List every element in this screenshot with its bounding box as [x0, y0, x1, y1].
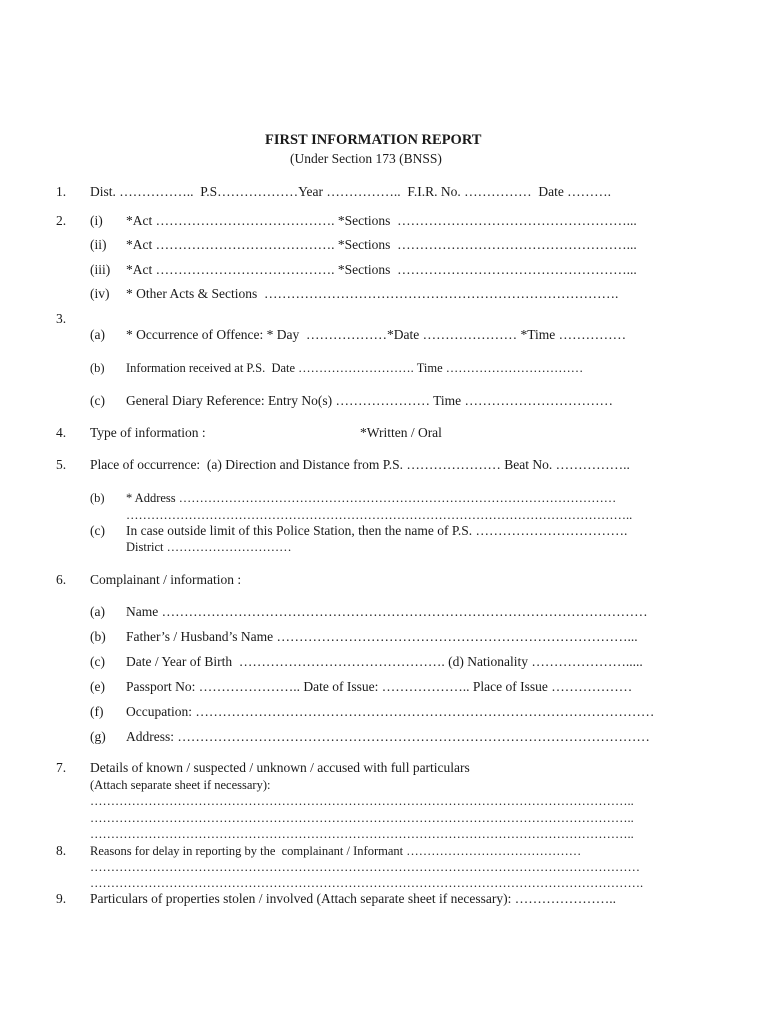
district-line: District ………………………… — [126, 540, 292, 554]
item-label: (c) — [90, 393, 105, 408]
dotted-line: …………………………………………………………………………………………………………………… — [90, 860, 640, 874]
general-diary-line: General Diary Reference: Entry No(s) ………………… Time …………………………… — [126, 393, 614, 408]
complainant-address-line: Address: …………………………………………………………………………………………… — [126, 729, 650, 744]
item-label: (ii) — [90, 237, 107, 252]
outside-limit-line: In case outside limit of this Police Station, then the name of P.S. ……………………………. — [126, 523, 628, 538]
act-sections-line: *Act …………………………………. *Sections ……………………………………………... — [126, 262, 637, 277]
place-of-occurrence-line: Place of occurrence: (a) Direction and Distance from P.S. ………………… Beat No. …………….. — [90, 457, 630, 472]
report-title: FIRST INFORMATION REPORT — [265, 132, 482, 148]
birth-nationality-line: Date / Year of Birth ………………………………………. (d) Nationality …………………..... — [126, 654, 643, 669]
section-number: 1. — [56, 184, 67, 199]
delay-reasons-line: Reasons for delay in reporting by the complainant / Informant …………………………………… — [90, 844, 582, 858]
item-label: (c) — [90, 523, 105, 538]
attach-sheet-note: (Attach separate sheet if necessary): — [90, 778, 271, 792]
dotted-line: ………………………………………………………………………………………………………………….. — [90, 811, 634, 825]
section-number: 8. — [56, 843, 67, 858]
district-ps-year-fir-date-line: Dist. …………….. P.S………………Year …………….. F.I.R. No. …………… Date ………. — [90, 184, 612, 199]
item-label: (g) — [90, 729, 106, 744]
item-label: (c) — [90, 654, 105, 669]
item-label: (e) — [90, 679, 105, 694]
section-number: 7. — [56, 760, 67, 775]
section-number: 3. — [56, 311, 67, 326]
complainant-heading: Complainant / information : — [90, 572, 242, 587]
name-line: Name ……………………………………………………………………………………………… — [126, 604, 648, 619]
dotted-line: ………………………………………………………………………………………………………………….. — [90, 794, 634, 808]
section-number: 4. — [56, 425, 67, 440]
section-number: 5. — [56, 457, 67, 472]
occupation-line: Occupation: ………………………………………………………………………………………… — [126, 704, 655, 719]
type-of-information-value: *Written / Oral — [360, 425, 442, 440]
item-label: (iv) — [90, 286, 110, 301]
section-number: 6. — [56, 572, 67, 587]
dotted-line: ……………………………………………………………………………………………………………………. — [90, 876, 644, 890]
act-sections-line: *Act …………………………………. *Sections ……………………………………………... — [126, 237, 637, 252]
item-label: (f) — [90, 704, 104, 719]
item-label: (i) — [90, 213, 103, 228]
other-acts-line: * Other Acts & Sections ……………………………………………………………………. — [126, 286, 619, 301]
properties-stolen-line: Particulars of properties stolen / involved (Attach separate sheet if necessary): ………………….. — [90, 891, 616, 906]
section-number: 2. — [56, 213, 67, 228]
dotted-line: ………………………………………………………………………………………………………………….. — [90, 827, 634, 841]
item-label: (b) — [90, 629, 106, 644]
item-label: (a) — [90, 327, 105, 342]
item-label: (b) — [90, 491, 105, 505]
passport-line: Passport No: ………………….. Date of Issue: ……………….. Place of Issue ……………… — [126, 679, 633, 694]
section-number: 9. — [56, 891, 67, 906]
info-received-line: Information received at P.S. Date ………………………. Time …………………………… — [126, 361, 584, 375]
type-of-information-label: Type of information : — [90, 425, 206, 440]
address-line-continued: ………………………………………………………………………………………………………….. — [126, 508, 633, 522]
address-line: * Address …………………………………………………………………………………………… — [126, 491, 617, 505]
accused-details-heading: Details of known / suspected / unknown / accused with full particulars — [90, 760, 470, 775]
occurrence-line: * Occurrence of Offence: * Day ………………*Date ………………… *Time …………… — [126, 327, 627, 342]
father-husband-name-line: Father’s / Husband’s Name ……………………………………………………………………... — [126, 629, 638, 644]
act-sections-line: *Act …………………………………. *Sections ……………………………………………... — [126, 213, 637, 228]
item-label: (a) — [90, 604, 105, 619]
report-subtitle: (Under Section 173 (BNSS) — [290, 151, 442, 166]
item-label: (b) — [90, 361, 105, 375]
item-label: (iii) — [90, 262, 111, 277]
